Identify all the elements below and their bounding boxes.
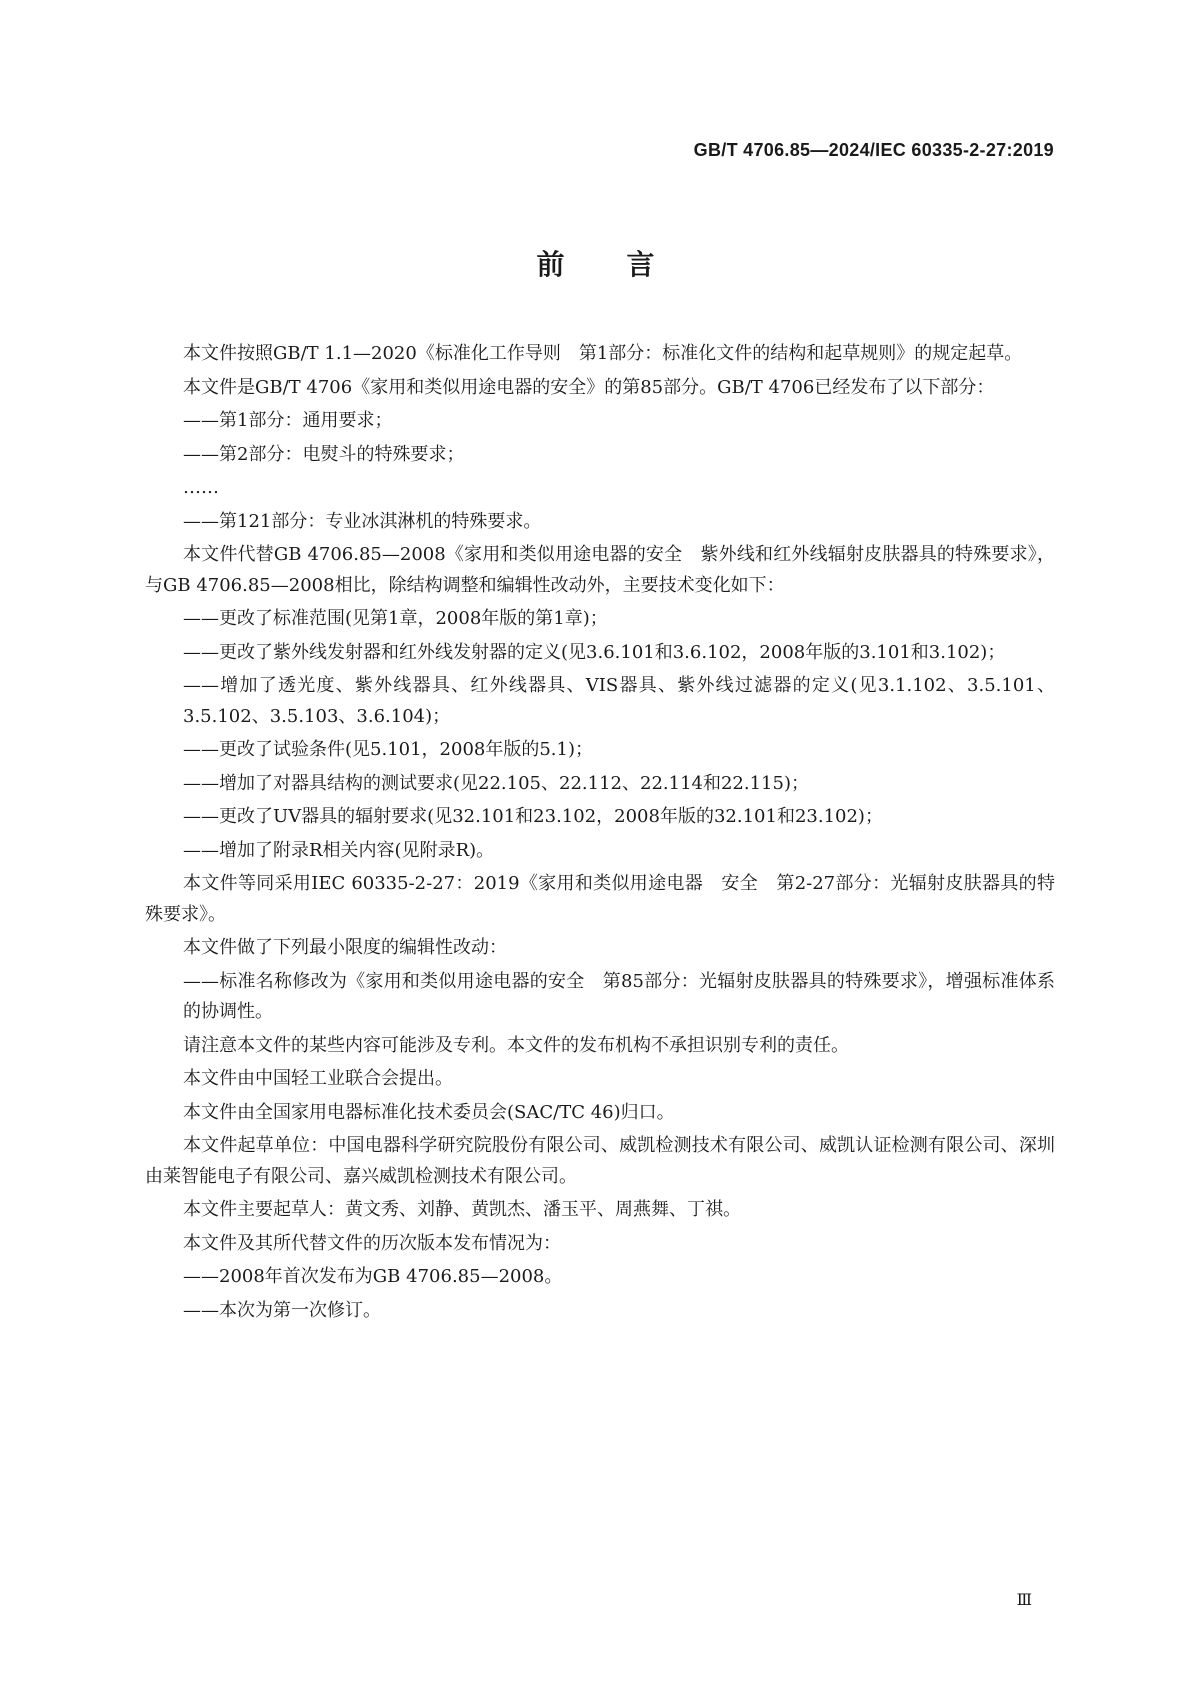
list-item-text: ——更改了UV器具的辐射要求(见32.101和23.102，2008年版的32.101和23.102)； bbox=[183, 806, 883, 827]
list-item-text: ——更改了试验条件(见5.101，2008年版的5.1)； bbox=[183, 739, 594, 760]
list-item-part bbox=[183, 507, 1055, 538]
paragraph-version-history: 本文件及其所代替文件的历次版本发布情况为： bbox=[183, 1232, 561, 1254]
list-item-change bbox=[183, 638, 1055, 669]
list-item-change bbox=[183, 836, 1055, 867]
list-item-part bbox=[183, 406, 1055, 437]
list-item-text: ——本次为第一次修订。 bbox=[183, 1299, 381, 1321]
list-item-text: …… bbox=[183, 477, 219, 498]
paragraph-replacement-info: 本文件代替GB 4706.85—2008《家用和类似用途电器的安全 紫外线和红外线辐射皮肤器具的特殊要求》，与GB 4706.85—2008相比，除结构调整和编辑性改动外，主要技术变化如下： bbox=[145, 544, 1055, 596]
list-item-text: ——更改了标准范围(见第1章，2008年版的第1章)； bbox=[183, 608, 608, 629]
page-title: 前言 bbox=[536, 248, 717, 281]
list-item-text: ——更改了紫外线发射器和红外线发射器的定义(见3.6.101和3.6.102，2008年版的3.101和3.102)； bbox=[183, 641, 1006, 663]
list-item-text: ——2008年首次发布为GB 4706.85—2008。 bbox=[183, 1266, 563, 1287]
paragraph-patent-notice: 请注意本文件的某些内容可能涉及专利。本文件的发布机构不承担识别专利的责任。 bbox=[183, 1034, 849, 1056]
list-item-text: ——增加了透光度、紫外线器具、红外线器具、VIS器具、紫外线过滤器的定义(见3.1.102、3.5.101、3.5.102、3.5.103、3.6.104)； bbox=[183, 675, 1055, 727]
paragraph-committee: 本文件由全国家用电器标准化技术委员会(SAC/TC 46)归口。 bbox=[183, 1101, 675, 1123]
list-item-text: ——增加了附录R相关内容(见附录R)。 bbox=[183, 839, 495, 861]
list-item-part bbox=[183, 440, 1055, 471]
list-item-text: ——标准名称修改为《家用和类似用途电器的安全 第85部分：光辐射皮肤器具的特殊要求》，增强标准体系的协调性。 bbox=[183, 970, 1055, 1022]
paragraph-drafters: 本文件主要起草人：黄文秀、刘静、黄凯杰、潘玉平、周燕舞、丁祺。 bbox=[183, 1199, 741, 1220]
list-ellipsis bbox=[183, 473, 1055, 504]
paragraph-drafting-basis: 本文件按照GB/T 1.1—2020《标准化工作导则 第1部分：标准化文件的结构和起草规则》的规定起草。 bbox=[183, 343, 1023, 364]
foreword-body bbox=[145, 339, 1055, 1326]
list-item-text: ——第1部分：通用要求； bbox=[183, 410, 393, 431]
list-item-history bbox=[183, 1296, 1055, 1327]
paragraph-editorial-changes: 本文件做了下列最小限度的编辑性改动： bbox=[183, 937, 507, 958]
list-item-change bbox=[183, 735, 1055, 766]
list-item-text: ——第121部分：专业冰淇淋机的特殊要求。 bbox=[183, 510, 542, 532]
list-item-change bbox=[183, 604, 1055, 635]
list-item-text: ——增加了对器具结构的测试要求(见22.105、22.112、22.114和22.115)； bbox=[183, 772, 809, 794]
list-item-change bbox=[183, 769, 1055, 800]
list-item-change bbox=[183, 671, 1055, 732]
paragraph-drafting-units: 本文件起草单位：中国电器科学研究院股份有限公司、威凯检测技术有限公司、威凯认证检测有限公司、深圳由莱智能电子有限公司、嘉兴威凯检测技术有限公司。 bbox=[145, 1135, 1055, 1187]
paragraph-proposer: 本文件由中国轻工业联合会提出。 bbox=[183, 1068, 453, 1089]
standard-code-header: GB/T 4706.85—2024/IEC 60335-2-27:2019 bbox=[693, 140, 1054, 160]
list-item-edit bbox=[183, 967, 1055, 1028]
list-item-change bbox=[183, 802, 1055, 833]
page-number: Ⅲ bbox=[1016, 1590, 1032, 1609]
paragraph-adoption-info: 本文件等同采用IEC 60335-2-27：2019《家用和类似用途电器 安全 第2-27部分：光辐射皮肤器具的特殊要求》。 bbox=[145, 873, 1055, 925]
list-item-text: ——第2部分：电熨斗的特殊要求； bbox=[183, 443, 465, 465]
list-item-history bbox=[183, 1262, 1055, 1293]
paragraph-series-info: 本文件是GB/T 4706《家用和类似用途电器的安全》的第85部分。GB/T 4706已经发布了以下部分： bbox=[183, 376, 995, 398]
